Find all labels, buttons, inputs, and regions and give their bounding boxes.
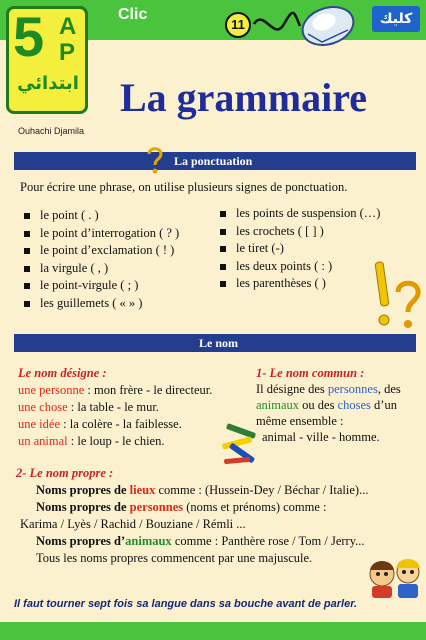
nom-propre-personnes-examples: Karima / Lyès / Rachid / Bouziane / Rémli ... xyxy=(20,517,246,531)
list-item: le point d’interrogation ( ? ) xyxy=(24,226,179,244)
section-heading-ponctuation: La ponctuation xyxy=(174,154,253,168)
ponctuation-list-left xyxy=(24,208,179,313)
list-item: la virgule ( , ) xyxy=(24,261,179,279)
list-item: le tiret (-) xyxy=(220,241,380,259)
list-item: les crochets ( [ ] ) xyxy=(220,224,380,242)
kids-illustration-icon xyxy=(366,554,424,600)
list-item: les guillemets ( « » ) xyxy=(24,296,179,314)
mouse-icon xyxy=(252,2,356,52)
list-item: le point d’exclamation ( ! ) xyxy=(24,243,179,261)
nom-propre-block xyxy=(16,466,368,568)
nom-commun-line: animaux ou des choses d’un xyxy=(256,398,397,412)
nom-propre-personnes: Noms propres de personnes (noms et prénoms) comme : xyxy=(36,500,327,514)
chalk-icon xyxy=(218,420,262,468)
nom-designe-row: un animal : le loup - le chien. xyxy=(18,434,165,448)
nom-commun-line: Il désigne des personnes, des xyxy=(256,382,401,396)
page-title: La grammaire xyxy=(120,75,367,120)
nom-designe-block xyxy=(18,366,212,451)
ponctuation-intro: Pour écrire une phrase, on utilise plusieurs signes de ponctuation. xyxy=(20,180,348,194)
list-item: le point ( . ) xyxy=(24,208,179,226)
nom-propre-animaux: Noms propres d’animaux comme : Panthère rose / Tom / Jerry... xyxy=(36,534,365,548)
list-item: le point-virgule ( ; ) xyxy=(24,278,179,296)
ponctuation-list-right xyxy=(220,206,380,294)
list-item: les deux points ( : ) xyxy=(220,259,380,277)
footer-band xyxy=(0,622,426,640)
section-bar-nom xyxy=(14,334,416,352)
level-arabic: ابتدائي xyxy=(17,73,79,94)
level-letter-a: A xyxy=(59,13,77,40)
nom-commun-heading: 1- Le nom commun : xyxy=(256,366,365,380)
list-item: les parenthèses ( ) xyxy=(220,276,380,294)
nom-propre-lieux: Noms propres de lieux comme : (Hussein-Dey / Béchar / Italie)... xyxy=(36,483,369,497)
nom-commun-block xyxy=(256,366,424,446)
nom-commun-line: même ensemble : xyxy=(256,414,344,428)
nom-designe-row: une idée : la colère - la faiblesse. xyxy=(18,417,182,431)
nom-designe-heading: Le nom désigne : xyxy=(18,366,107,380)
level-number: 5 xyxy=(13,5,45,68)
nom-commun-examples: animal - ville - homme. xyxy=(262,430,380,444)
nom-propre-heading: 2- Le nom propre : xyxy=(16,466,114,480)
issue-number: 11 xyxy=(225,12,251,38)
question-exclamation-icon xyxy=(364,258,424,332)
clic-label: Clic xyxy=(118,6,148,23)
proverb: Il faut tourner sept fois sa langue dans sa bouche avant de parler. xyxy=(14,598,357,610)
section-bar-ponctuation xyxy=(14,152,416,170)
nom-designe-row: une personne : mon frère - le directeur. xyxy=(18,383,213,397)
nom-propre-rule: Tous les noms propres commencent par une majuscule. xyxy=(36,551,313,565)
section-heading-nom: Le nom xyxy=(199,336,238,350)
clic-arabic-label: كليك xyxy=(372,6,420,32)
list-item: les points de suspension (…) xyxy=(220,206,380,224)
question-mark-icon xyxy=(144,145,166,175)
author-name: Ouhachi Djamila xyxy=(18,126,85,136)
level-badge xyxy=(6,6,88,114)
nom-designe-row: une chose : la table - le mur. xyxy=(18,400,159,414)
level-letter-p: P xyxy=(59,39,76,66)
